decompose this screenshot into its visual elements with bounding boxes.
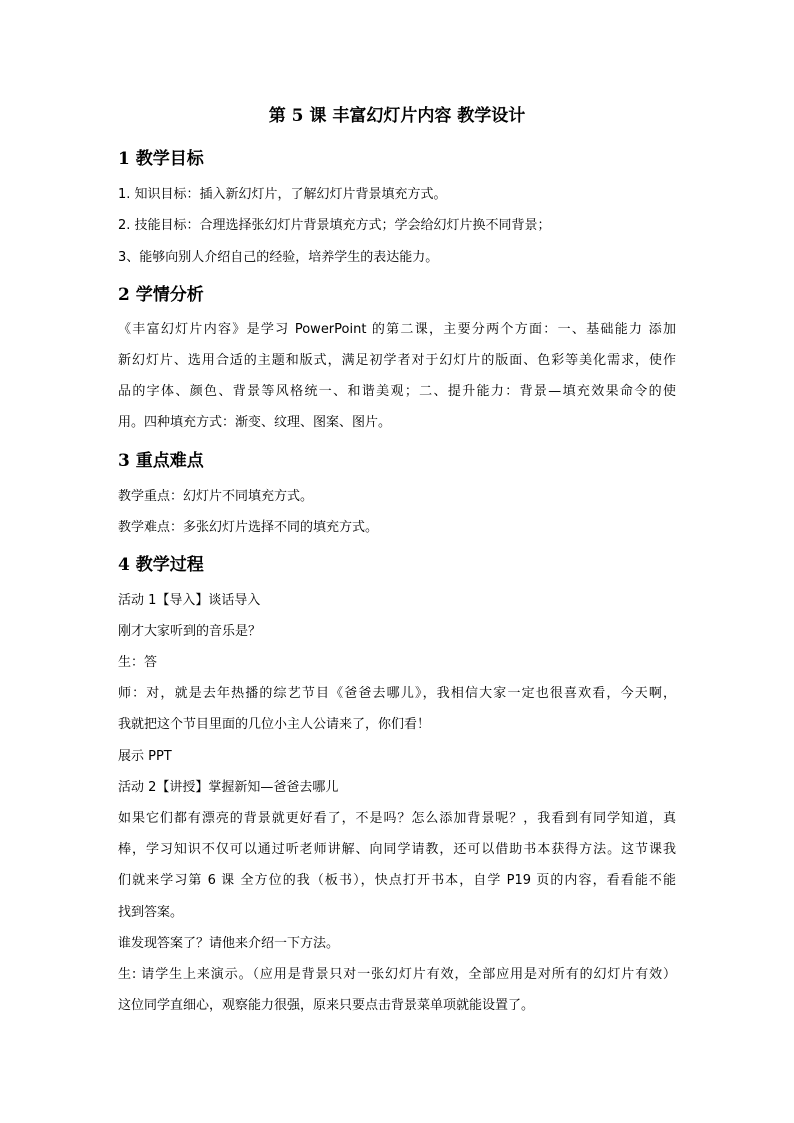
demo-line: 生: 请学生上来演示。（应用是背景只对一张幻灯片有效，全部应用是对所有的幻灯片有效） xyxy=(118,967,676,982)
process-line: 谁发现答案了？请他来介绍一下方法。 xyxy=(118,936,340,951)
teacher-line: 师：对，就是去年热播的综艺节目《爸爸去哪儿》，我相信大家一定也很喜欢看，今天啊， xyxy=(118,686,676,701)
teacher-line: 我就把这个节目里面的几位小主人公请来了，你们看！ xyxy=(118,717,431,732)
section-heading-objectives: 1 教学目标 xyxy=(118,149,204,169)
process-paragraph-line: 棒，学习知识不仅可以通过听老师讲解、向同学请教，还可以借助书本获得方法。这节课我 xyxy=(118,842,676,857)
section-heading-process: 4 教学过程 xyxy=(118,555,204,575)
process-line: 生：答 xyxy=(118,655,158,670)
section-heading-analysis: 2 学情分析 xyxy=(118,285,204,305)
objective-item: 3、能够向别人介绍自己的经验，培养学生的表达能力。 xyxy=(118,250,439,265)
objective-item: 1. 知识目标：插入新幻灯片，了解幻灯片背景填充方式。 xyxy=(118,187,447,202)
teaching-focus: 教学重点：幻灯片不同填充方式。 xyxy=(118,489,314,504)
analysis-paragraph-line: 新幻灯片、选用合适的主题和版式，满足初学者对于幻灯片的版面、色彩等美化需求，使作 xyxy=(118,353,676,368)
activity-1-title: 活动 1【导入】谈话导入 xyxy=(118,593,261,608)
analysis-paragraph-line: 品的字体、颜色、背景等风格统一、和谐美观；二、提升能力：背景—填充效果命令的使 xyxy=(118,384,676,399)
process-paragraph-line: 找到答案。 xyxy=(118,905,184,920)
demo-line: 这位同学直细心，观察能力很强，原来只要点击背景菜单项就能设置了。 xyxy=(118,998,535,1013)
section-heading-key-points: 3 重点难点 xyxy=(118,451,204,471)
activity-2-title: 活动 2【讲授】掌握新知—爸爸去哪儿 xyxy=(118,780,339,795)
objective-item: 2. 技能目标：合理选择张幻灯片背景填充方式；学会给幻灯片换不同背景； xyxy=(118,218,551,233)
document-title: 第 5 课 丰富幻灯片内容 教学设计 xyxy=(268,106,526,126)
process-line: 展示 PPT xyxy=(118,749,172,764)
process-paragraph-line: 如果它们都有漂亮的背景就更好看了，不是吗？怎么添加背景呢？，我看到有同学知道，真 xyxy=(118,811,676,826)
teaching-difficulty: 教学难点：多张幻灯片选择不同的填充方式。 xyxy=(118,520,379,535)
process-line: 刚才大家听到的音乐是？ xyxy=(118,624,262,639)
process-paragraph-line: 们就来学习第 6 课 全方位的我（板书），快点打开书本，自学 P19 页的内容，看看能不能 xyxy=(118,873,676,888)
analysis-paragraph-line: 《丰富幻灯片内容》是学习 PowerPoint 的第二课，主要分两个方面：一、基础能力 添加 xyxy=(118,322,676,337)
analysis-paragraph-line: 用。四种填充方式：渐变、纹理、图案、图片。 xyxy=(118,415,392,430)
